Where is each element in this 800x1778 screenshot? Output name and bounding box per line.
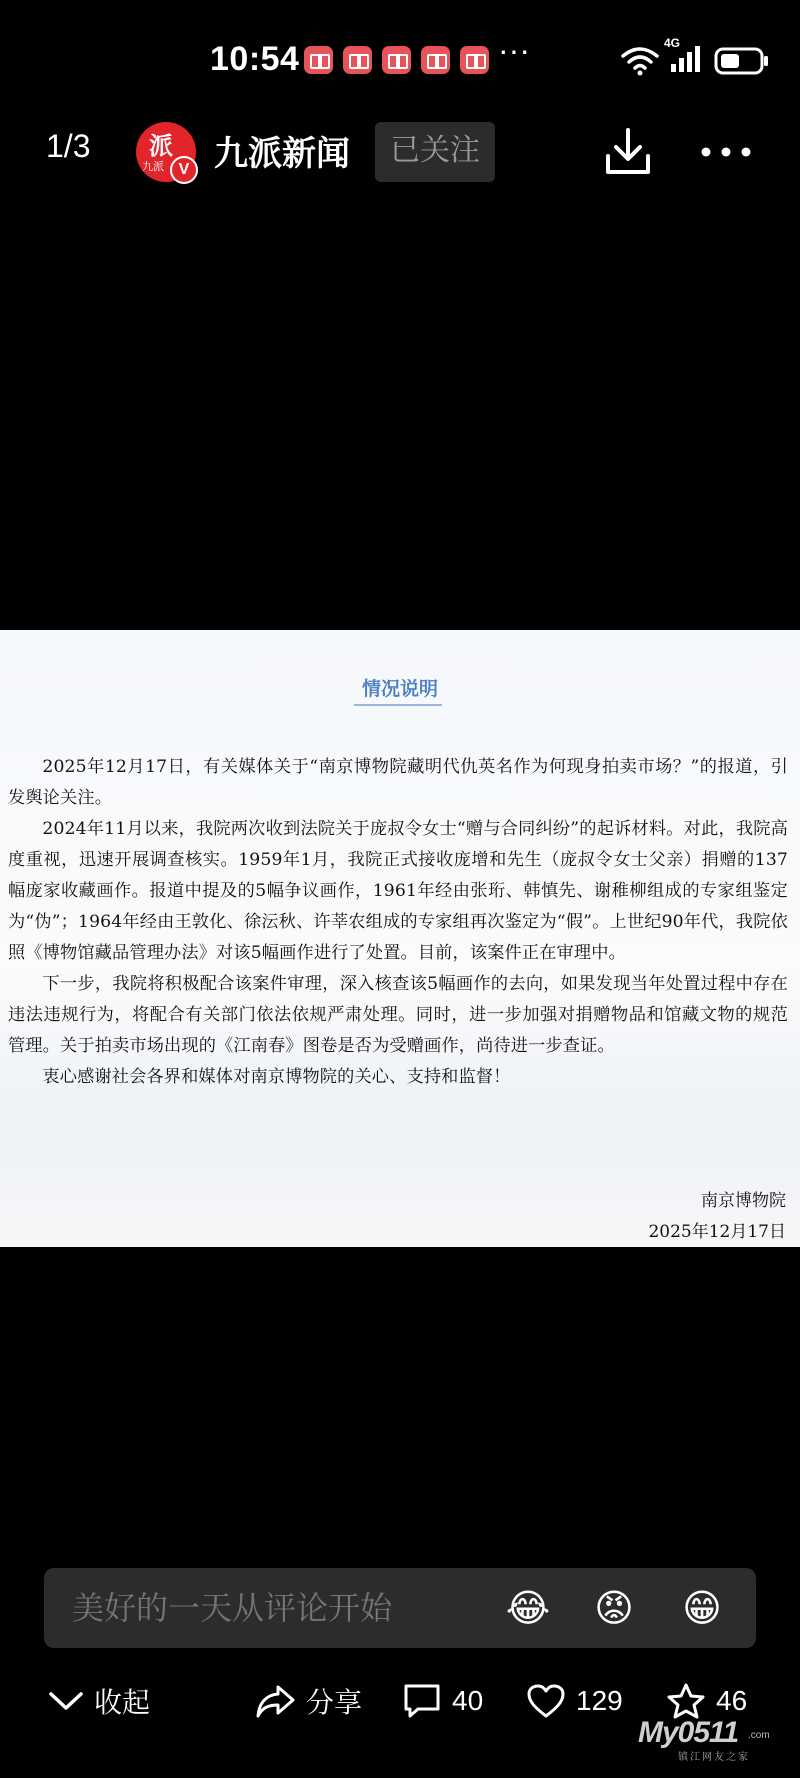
- favorite-count: 46: [716, 1685, 748, 1716]
- page-counter: 1/3: [46, 128, 91, 164]
- more-icon: [698, 140, 754, 164]
- more-notifications-indicator: ···: [498, 32, 530, 68]
- watermark-suffix: .com: [748, 1730, 770, 1741]
- account-name[interactable]: 九派新闻: [214, 134, 350, 174]
- comment-count: 40: [452, 1685, 484, 1716]
- comment-input[interactable]: [72, 1586, 432, 1630]
- signature-date: 2025年12月17日: [648, 1222, 786, 1242]
- status-bar: [0, 30, 800, 90]
- grin-emoji-icon[interactable]: 😁: [682, 1586, 722, 1630]
- document-paragraph: 2025年12月17日，有关媒体关于“南京博物院藏明代仇英名作为何现身拍卖市场？”的报道，引发舆论关注。: [8, 757, 788, 808]
- download-button[interactable]: [602, 124, 654, 180]
- share-button[interactable]: [256, 1676, 362, 1726]
- book-icon: [304, 46, 333, 74]
- like-button[interactable]: [526, 1676, 623, 1726]
- book-icon: [460, 46, 489, 74]
- collapse-button[interactable]: [48, 1676, 150, 1726]
- comment-icon: [402, 1682, 442, 1720]
- heart-icon: [526, 1683, 566, 1719]
- share-icon: [256, 1683, 296, 1719]
- more-button[interactable]: [698, 140, 754, 164]
- verified-badge-icon: V: [170, 156, 198, 184]
- follow-button[interactable]: 已关注: [375, 122, 495, 182]
- statement-document-image[interactable]: [0, 630, 800, 1247]
- watermark-logo: My0511: [638, 1716, 739, 1749]
- share-label: 分享: [306, 1687, 363, 1718]
- battery-icon: [714, 46, 770, 76]
- network-type-label: 4G: [664, 36, 681, 50]
- avatar-glyph: 派: [149, 132, 173, 160]
- signature-org: 南京博物院: [701, 1191, 786, 1211]
- comment-bar: [44, 1568, 756, 1648]
- document-signature-block: [648, 1186, 786, 1247]
- notification-icons: [304, 46, 489, 74]
- comment-button[interactable]: [402, 1676, 483, 1726]
- collapse-label: 收起: [94, 1687, 151, 1718]
- clock: 10:54: [210, 40, 300, 78]
- document-paragraph: 衷心感谢社会各界和媒体对南京博物院的关心、支持和监督！: [42, 1067, 511, 1087]
- document-paragraph: 2024年11月以来，我院两次收到法院关于庞叔令女士“赠与合同纠纷”的起诉材料。对此，我院高度重视，迅速开展调查核实。1959年1月，我院正式接收庞增和先生（庞叔令女士父亲）捐赠的137幅庞家收藏画作。报道中提及的5幅争议画作，1961年经由张珩、韩慎先、谢稚柳组成的专家组鉴定为“伪”；1964年经由王敦化、徐沄秋、许莘农组成的专家组再次鉴定为“假”。上世纪90年代，我院依照《博物馆藏品管理办法》对该5幅画作进行了处置。目前，该案件正在审理中。: [8, 819, 788, 963]
- avatar-tag: 九派: [142, 160, 164, 173]
- angry-emoji-icon[interactable]: 😡: [594, 1586, 634, 1630]
- star-icon: [666, 1682, 706, 1720]
- document-body: [8, 752, 788, 1093]
- title-underline: [354, 704, 442, 706]
- system-icons: [620, 36, 770, 78]
- site-watermark: [638, 1716, 798, 1766]
- download-icon: [602, 124, 654, 180]
- chevron-down-icon: [48, 1689, 84, 1713]
- document-title: 情况说明: [361, 678, 438, 700]
- document-paragraph: 下一步，我院将积极配合该案件审理，深入核查该5幅画作的去向，如果发现当年处置过程中存在违法违规行为，将配合有关部门依法依规严肃处理。同时，进一步加强对捐赠物品和馆藏文物的规范管理。关于拍卖市场出现的《江南春》图卷是否为受赠画作，尚待进一步查证。: [8, 974, 788, 1056]
- book-icon: [421, 46, 450, 74]
- book-icon: [382, 46, 411, 74]
- like-count: 129: [576, 1685, 623, 1716]
- wifi-icon: [620, 46, 660, 76]
- watermark-subtitle: 镇江网友之家: [678, 1752, 750, 1763]
- crying-laugh-emoji-icon[interactable]: 😂: [505, 1586, 551, 1630]
- book-icon: [343, 46, 372, 74]
- post-header: [0, 120, 800, 182]
